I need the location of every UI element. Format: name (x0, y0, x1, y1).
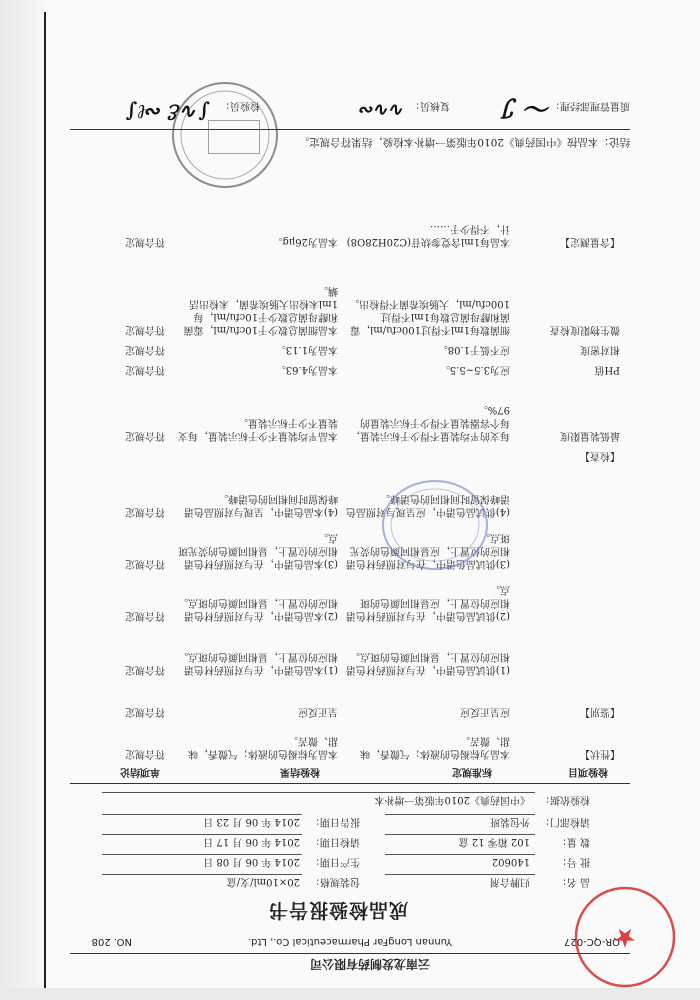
row-result: 呈正反应 (298, 706, 338, 717)
req-date-label: 请检日期： (310, 836, 360, 847)
basis-label: 检验依据： (540, 794, 590, 805)
inspector-label: 检验员： (220, 100, 260, 111)
product-underline (385, 874, 535, 875)
row-conclusion: 符合规定 (125, 430, 165, 441)
batch-label: 批 号： (556, 856, 590, 867)
row-standard: 本品每1ml含党参炔苷(C20H28O8)计，不得少于…… (346, 223, 510, 247)
row-conclusion: 符合规定 (125, 344, 165, 355)
header-standard: 标准规定 (452, 766, 492, 777)
table-top-rule (70, 783, 630, 784)
qty-label: 数 量： (556, 836, 590, 847)
report-number: NO. 208 (91, 936, 132, 947)
row-item: 微生物限度检查 (550, 324, 620, 335)
row-result: 本品为4.63。 (275, 364, 338, 375)
row-result: 本品细菌总数少于10cfu/ml，霉菌和酵母菌总数少于10cfu/ml，每1ml未检出大肠埃希菌，未检出活螨。 (183, 285, 338, 335)
row-standard: (4)供试品色谱中，应呈现与对照品色谱峰保留时间相同的色谱峰。 (345, 493, 510, 517)
row-standard: 细菌数每1ml不得过100cfu/ml，霉菌和酵母菌总数每1ml不得过100cfu/ml，大肠埃希菌不得检出。 (349, 298, 510, 335)
row-conclusion: 符合规定 (125, 664, 165, 675)
basis-underline (102, 792, 535, 793)
conclusion-rule (70, 129, 630, 130)
red-company-seal (572, 884, 678, 990)
spec-underline (102, 874, 302, 875)
seal-box (208, 120, 260, 154)
row-standard: (2)供试品色谱中，在与对照药材色谱相应的位置上，应显相同颜色的斑点。 (345, 584, 510, 621)
req-date-value: 2014 年 06 月 17 日 (203, 836, 300, 847)
row-conclusion: 符合规定 (125, 610, 165, 621)
row-conclusion: 符合规定 (125, 558, 165, 569)
prod-date-label: 生产日期： (310, 856, 360, 867)
dept-value: 外包装班 (490, 816, 530, 827)
batch-underline (385, 854, 535, 855)
header-conclusion: 单项结论 (120, 766, 160, 777)
dept-label: 请检部门： (540, 816, 590, 827)
row-item: 【鉴别】 (580, 706, 620, 717)
qty-value: 102 箱零 12 盒 (458, 836, 530, 847)
product-label: 品 名： (556, 876, 590, 887)
row-conclusion: 符合规定 (125, 236, 165, 247)
row-conclusion: 符合规定 (125, 748, 165, 759)
header-item: 检验项目 (568, 766, 608, 777)
req-date-underline (102, 834, 302, 835)
row-result: (3)本品色谱中，在与对照药材色谱相应的位置上，显相同颜色的荧光斑点。 (178, 532, 338, 569)
row-conclusion: 符合规定 (125, 706, 165, 717)
row-standard: 应不低于1.08。 (437, 344, 510, 355)
row-item: 最低装量限度 (560, 430, 620, 441)
row-result: 本品为1.13。 (275, 344, 338, 355)
prod-date-value: 2014 年 06 月 08 日 (203, 856, 300, 867)
row-item: 【含量测定】 (560, 236, 620, 247)
doc-code: QR-QC-027 (564, 936, 620, 947)
inspector-signature: ∫∿ℰ ∾ℓ∫ (125, 100, 210, 124)
report-date-underline (102, 814, 302, 815)
row-item: 相对密度 (580, 344, 620, 355)
report-date-label: 报告日期： (310, 816, 360, 827)
header-rule (70, 953, 630, 954)
row-standard: (1)供试品色谱中，在与对照药材色谱相应的位置上，显相同颜色的斑点。 (345, 651, 510, 675)
qa-manager-signature: 〜 ℐ (504, 92, 552, 122)
row-item: 【检查】 (580, 450, 620, 461)
prod-date-underline (102, 854, 302, 855)
basis-value: 《中国药典》2010年版第一增补本 (374, 794, 530, 805)
company-name-cn: 云南龙发制药有限公司 (309, 957, 430, 971)
reviewer-signature: ∿∿∾ (359, 99, 405, 120)
report-conclusion: 结论：本品按《中国药典》2010年版第一增补本检验，结果符合规定。 (298, 136, 630, 148)
row-result: 本品为棕褐色的液体；气微香，味甜、微苦。 (188, 735, 338, 759)
row-item: 【性状】 (580, 748, 620, 759)
row-conclusion: 符合规定 (125, 506, 165, 517)
reviewer-label: 复核员： (410, 100, 450, 111)
row-result: (1)本品色谱中，在与对照药材色谱相应的位置上，显相同颜色的斑点。 (178, 651, 338, 675)
svg-text:★: ★ (613, 922, 637, 952)
row-result: 本品为26μg。 (272, 236, 338, 247)
blue-inspection-seal (380, 475, 490, 575)
qty-underline (385, 834, 535, 835)
row-standard: 每支的平均装量不得少于标示装量，每个容器装量不得少于标示装量的97%。 (350, 404, 510, 441)
row-conclusion: 符合规定 (125, 324, 165, 335)
report-title: 成品检验报告书 (267, 899, 408, 921)
row-standard: (3)供试品色谱中，在与对照药材色谱相应的位置上，应显相同颜色的荧光斑点。 (345, 532, 510, 569)
row-result: (4)本品色谱中，呈现与对照品色谱峰保留时间相同的色谱峰。 (183, 493, 338, 517)
product-value: 归脾合剂 (490, 876, 530, 887)
row-item: PH值 (594, 364, 620, 375)
spec-value: 20×10ml/支/盒 (226, 876, 300, 887)
row-result: (2)本品色谱中，在与对照药材色谱相应的位置上，显相同颜色的斑点。 (178, 597, 338, 621)
row-standard: 应为3.5~5.5。 (439, 364, 510, 375)
dept-underline (385, 814, 535, 815)
row-standard: 应呈正反应 (460, 706, 510, 717)
company-name-en: Yunnan LongFar Pharmaceutical Co., Ltd. (247, 936, 452, 947)
row-result: 本品平均装量不少于标示装量，每支装量不少于标示装量。 (178, 417, 338, 441)
batch-value: 140602 (491, 856, 530, 867)
row-conclusion: 符合规定 (125, 364, 165, 375)
row-standard: 本品为棕褐色的液体；气微香，味甜、微苦。 (360, 735, 510, 759)
report-date-value: 2014 年 06 月 23 日 (203, 816, 300, 827)
spec-label: 包装规格： (310, 876, 360, 887)
header-result: 检验结果 (280, 766, 320, 777)
qa-manager-label: 质量管理部经理： (550, 100, 630, 111)
